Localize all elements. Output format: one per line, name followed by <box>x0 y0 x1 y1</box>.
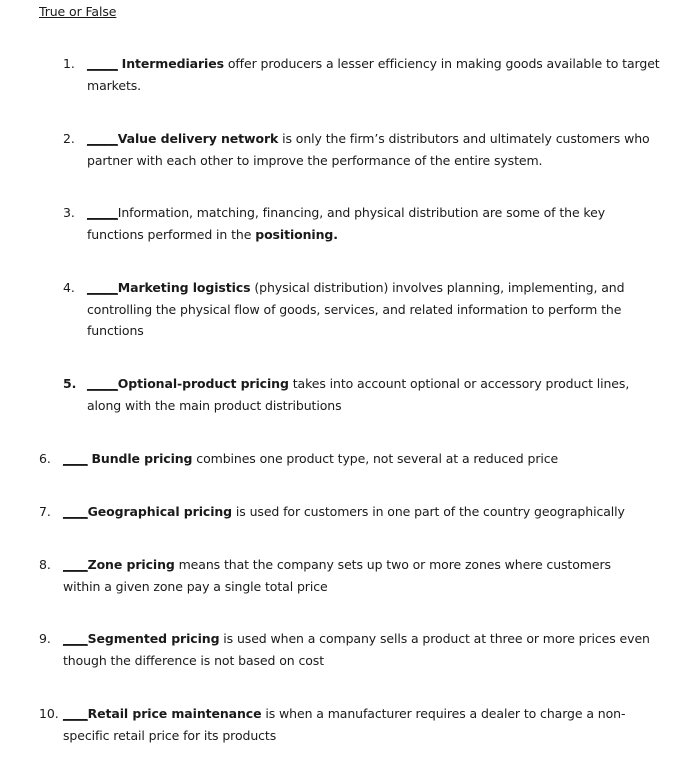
question-item-1 <box>63 53 662 96</box>
question-number: 1. <box>63 56 75 71</box>
question-item-5 <box>63 373 659 416</box>
answer-blank[interactable]: ____ <box>63 451 88 466</box>
question-text: is used for customers in one part of the country geographically <box>232 504 625 519</box>
question-item-2 <box>63 128 671 171</box>
question-item-10 <box>39 703 653 746</box>
question-term: positioning. <box>255 226 338 242</box>
question-number: 10. <box>39 706 59 721</box>
question-number: 6. <box>39 451 51 466</box>
question-text: Information, matching, financing, and physical distribution are some of the key functions performed in the <box>87 205 606 242</box>
question-item-6 <box>39 448 663 470</box>
question-number: 5. <box>63 376 77 391</box>
answer-blank[interactable]: _____ <box>87 56 118 71</box>
answer-blank[interactable]: ____ <box>63 557 88 572</box>
question-item-8 <box>39 554 643 597</box>
question-term: Retail price maintenance <box>87 706 262 721</box>
question-number: 8. <box>39 557 51 572</box>
worksheet-heading: True or False <box>39 4 117 19</box>
answer-blank[interactable]: _____ <box>87 205 118 220</box>
question-text: means that the company sets up two or more zones where customers within a given zone pay a single total price <box>63 557 611 594</box>
answer-blank[interactable]: _____ <box>87 376 118 391</box>
question-term: Zone pricing <box>87 557 175 572</box>
question-item-4 <box>63 277 671 342</box>
answer-blank[interactable]: ____ <box>63 504 88 519</box>
question-item-3 <box>63 202 662 245</box>
question-term: Geographical pricing <box>87 504 233 519</box>
question-term: Value delivery network <box>117 131 279 146</box>
question-text: (physical distribution) involves planning, implementing, and controlling the physical flow of goods, services, and related information to perform the functions <box>87 280 625 338</box>
question-term: Intermediaries <box>121 56 224 71</box>
question-term: Bundle pricing <box>91 451 193 466</box>
question-text: offer producers a lesser efficiency in making goods available to target markets. <box>87 56 660 93</box>
question-text: is when a manufacturer requires a dealer to charge a non-specific retail price for its products <box>63 706 626 743</box>
question-text: takes into account optional or accessory product lines, along with the main product distributions <box>87 376 630 413</box>
question-text: is used when a company sells a product at three or more prices even though the difference is not based on cost <box>63 631 650 668</box>
answer-blank[interactable]: ____ <box>63 631 88 646</box>
question-item-7 <box>39 501 673 523</box>
answer-blank[interactable]: _____ <box>87 131 118 146</box>
question-number: 7. <box>39 504 51 519</box>
question-number: 2. <box>63 131 75 146</box>
answer-blank[interactable]: ____ <box>63 706 88 721</box>
answer-blank[interactable]: _____ <box>87 280 118 295</box>
question-number: 4. <box>63 280 75 295</box>
question-item-9 <box>39 628 673 671</box>
question-number: 9. <box>39 631 51 646</box>
question-term: Marketing logistics <box>117 280 251 295</box>
question-text: is only the firm’s distributors and ultimately customers who partner with each other to improve the performance of the entire system. <box>87 131 650 168</box>
question-text: combines one product type, not several at a reduced price <box>192 451 559 466</box>
question-term: Segmented pricing <box>87 631 220 646</box>
question-term: Optional-product pricing <box>117 376 289 391</box>
question-number: 3. <box>63 205 75 220</box>
